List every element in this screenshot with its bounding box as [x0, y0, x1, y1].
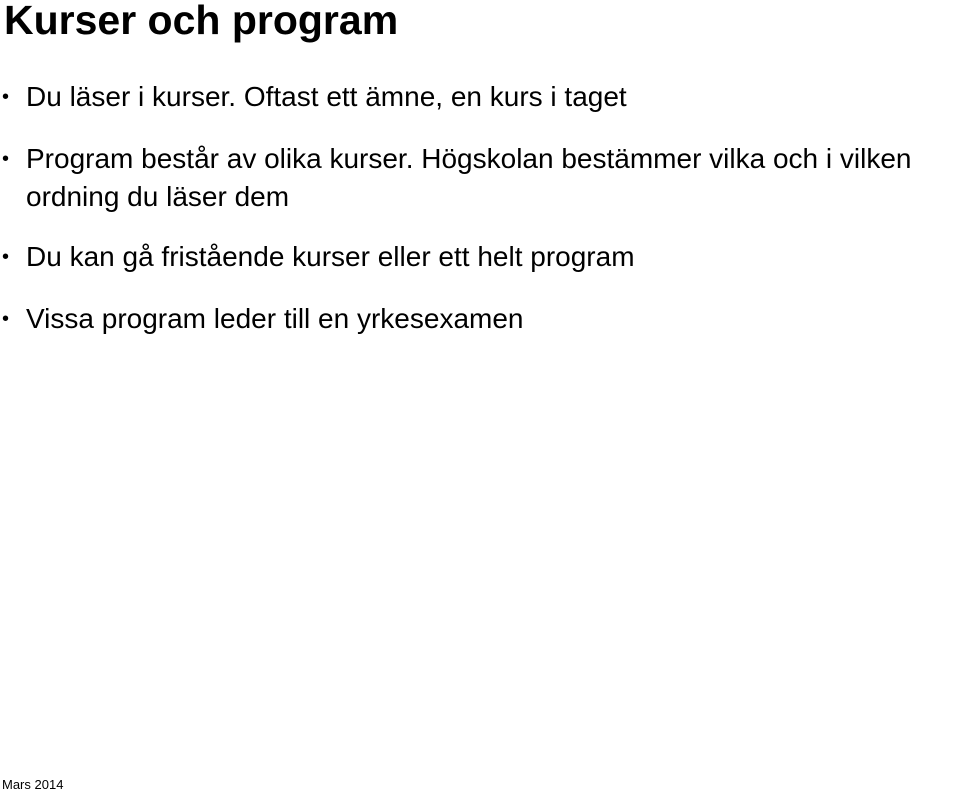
- bullet-text: Du kan gå fristående kurser eller ett helt program: [26, 241, 635, 272]
- bullet-text: Du läser i kurser. Oftast ett ämne, en kurs i taget: [26, 81, 627, 112]
- bullet-dot-icon: •: [2, 308, 10, 330]
- bullet-text: Program består av olika kurser. Högskolan bestämmer vilka och i vilken ordning du läser dem: [26, 143, 912, 212]
- bullet-dot-icon: •: [2, 86, 10, 108]
- bullet-item: [0, 300, 956, 338]
- bullet-dot-icon: •: [2, 246, 10, 268]
- bullet-item: [0, 140, 956, 216]
- bullet-text: Vissa program leder till en yrkesexamen: [26, 303, 524, 334]
- bullet-item: [0, 78, 956, 116]
- footer-date: Mars 2014: [2, 777, 64, 792]
- slide-title: Kurser och program: [4, 0, 399, 43]
- bullet-list: [0, 78, 960, 362]
- bullet-item: [0, 238, 956, 276]
- bullet-dot-icon: •: [2, 148, 10, 170]
